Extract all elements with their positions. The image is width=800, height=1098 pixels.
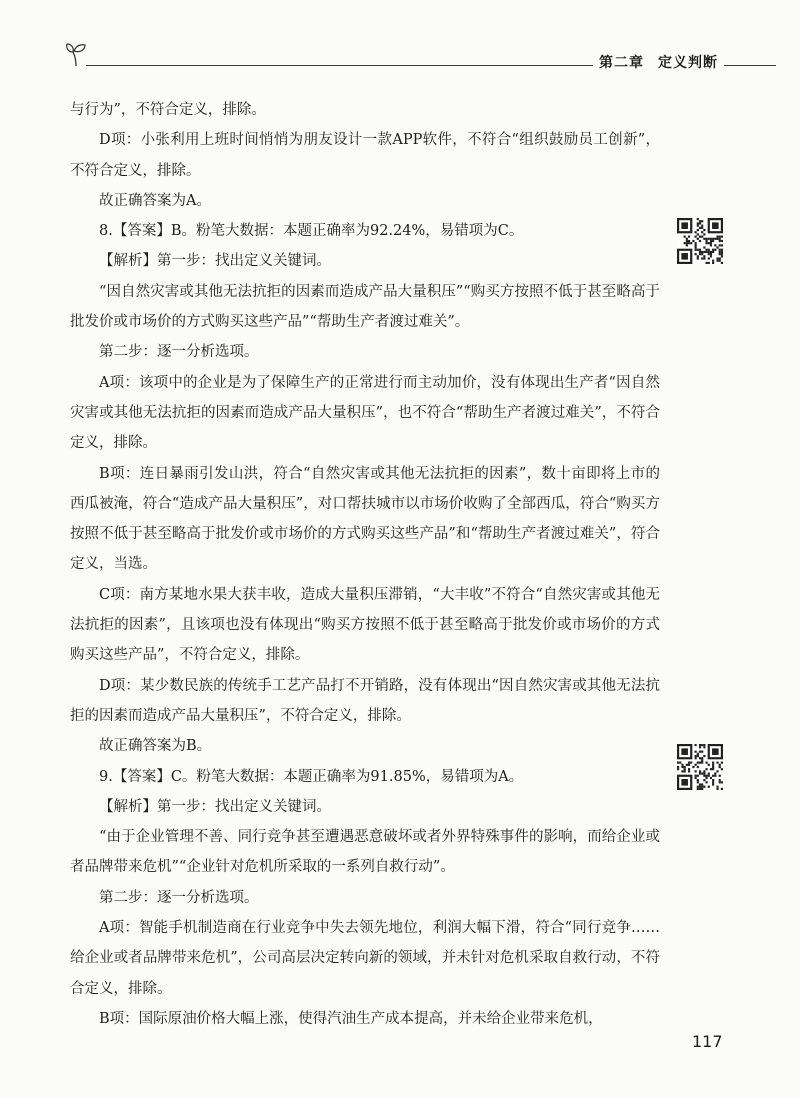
chapter-label: 第二章: [599, 55, 644, 71]
paragraph: B项：连日暴雨引发山洪，符合“自然灾害或其他无法抗拒的因素”，数十亩即将上市的西瓜被淹，符合“造成产品大量积压”，对口帮扶城市以市场价收购了全部西瓜，符合“购买方按照不低于甚至略高于批发价或市场价的方式购买这些产品”和“帮助生产者渡过难关”，符合定义，当选。: [70, 465, 660, 573]
paragraph: D项：某少数民族的传统手工艺产品打不开销路，没有体现出“因自然灾害或其他无法抗拒的因素而造成产品大量积压”，不符合定义，排除。: [70, 677, 660, 724]
paragraph: “由于企业管理不善、同行竞争甚至遭遇恶意破坏或者外界特殊事件的影响，而给企业或者品牌带来危机”“企业针对危机所采取的一系列自救行动”。: [70, 829, 660, 876]
paragraph: “因自然灾害或其他无法抗拒的因素而造成产品大量积压”“购买方按照不低于甚至略高于批发价或市场价的方式购买这些产品”“帮助生产者渡过难关”。: [70, 283, 660, 331]
paragraph: 9.【答案】C。粉笔大数据：本题正确率为91.85%，易错项为A。: [99, 768, 524, 785]
paragraph: C项：南方某地水果大获丰收，造成大量积压滞销，“大丰收”不符合“自然灾害或其他无法抗拒的因素”，且该项也没有体现出“购买方按照不低于甚至略高于批发价或市场价的方式购买这些产品”，不符合定义，排除。: [70, 586, 660, 664]
answer-explanation-text: [70, 95, 660, 1034]
page-header: [64, 38, 776, 78]
sprout-icon: [64, 40, 88, 68]
qr-code[interactable]: [677, 744, 723, 790]
paragraph: 第二步：逐一分析选项。: [99, 344, 259, 361]
qr-code[interactable]: [677, 218, 723, 264]
chapter-title: [593, 52, 724, 72]
page-number: 117: [692, 1032, 723, 1051]
paragraph: 故正确答案为A。: [99, 192, 211, 209]
paragraph: 与行为”，不符合定义，排除。: [70, 102, 266, 118]
paragraph: 第二步：逐一分析选项。: [99, 889, 259, 906]
paragraph: 【解析】第一步：找出定义关键词。: [99, 798, 331, 815]
section-label: 定义判断: [658, 55, 718, 71]
paragraph: A项：该项中的企业是为了保障生产的正常进行而主动加价，没有体现出生产者“因自然灾害或其他无法抗拒的因素而造成产品大量积压”，也不符合“帮助生产者渡过难关”，不符合定义，排除。: [70, 374, 660, 452]
paragraph: 【解析】第一步：找出定义关键词。: [99, 253, 331, 270]
paragraph: D项：小张利用上班时间悄悄为朋友设计一款APP软件，不符合“组织鼓励员工创新”，不符合定义，排除。: [70, 132, 660, 179]
paragraph: A项：智能手机制造商在行业竞争中失去领先地位，利润大幅下滑，符合“同行竞争……给企业或者品牌带来危机”，公司高层决定转向新的领域，并未针对危机采取自救行动，不符合定义，排除。: [70, 920, 660, 997]
paragraph: 8.【答案】B。粉笔大数据：本题正确率为92.24%，易错项为C。: [99, 223, 524, 240]
paragraph: B项：国际原油价格大幅上涨，使得汽油生产成本提高，并未给企业带来危机，: [99, 1010, 603, 1027]
paragraph: 故正确答案为B。: [99, 738, 212, 755]
